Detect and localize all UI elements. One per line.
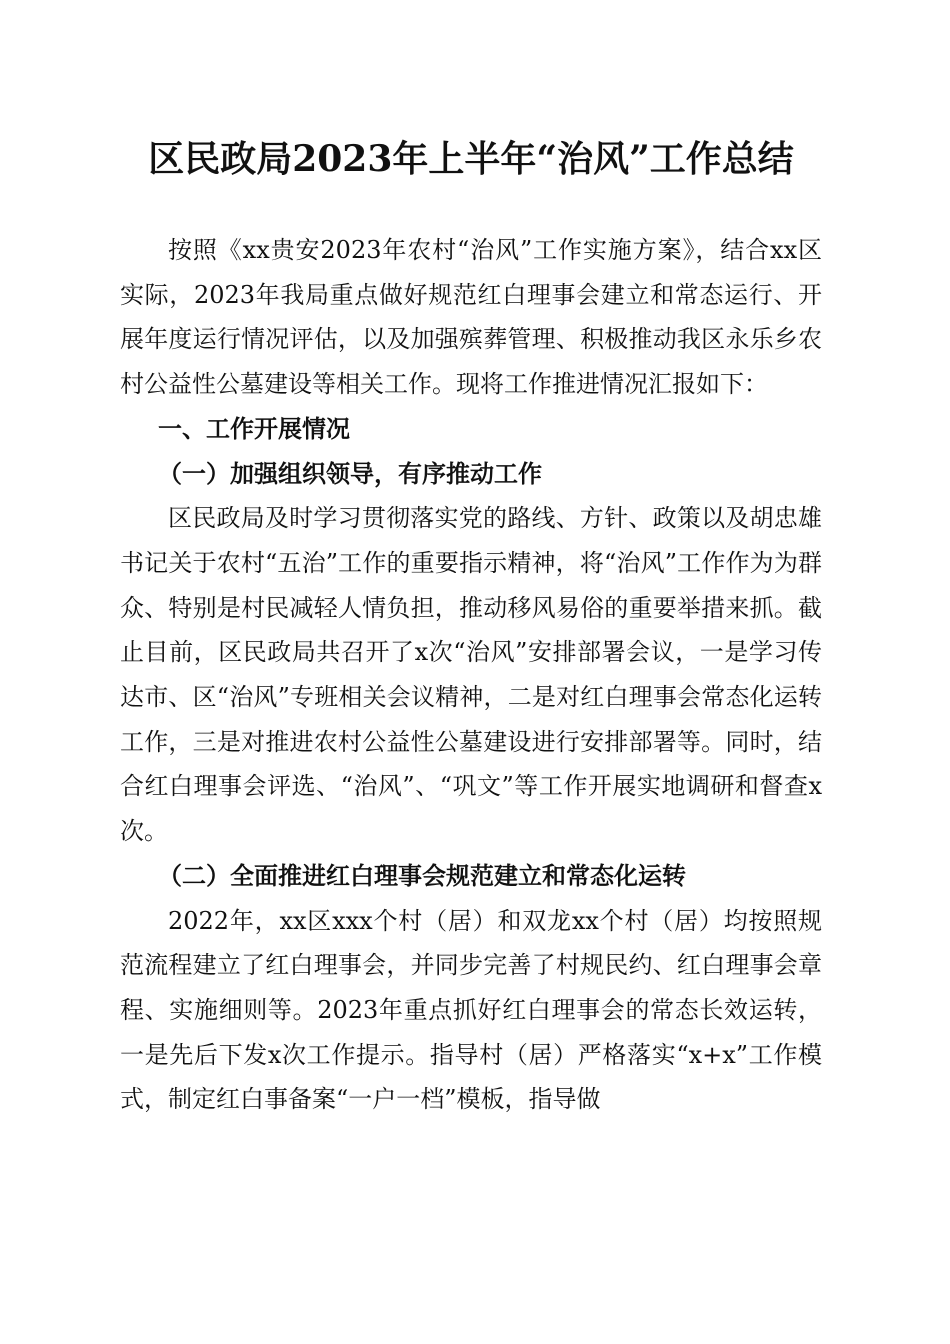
document-body xyxy=(120,228,822,1122)
section-heading-work-progress: 一、工作开展情况 xyxy=(158,414,350,443)
subsection-heading-organization: （一）加强组织领导，有序推动工作 xyxy=(158,458,542,488)
subsection-paragraph-council: 2022年，xx区xxx个村（居）和双龙xx个村（居）均按照规范流程建立了红白理事会，并同步完善了村规民约、红白理事会章程、实施细则等。2023年重点抓好红白理事会的常态长效运转，一是先后下发x次工作提示。指导村（居）严格落实“x+x”工作模式，制定红白事备案“一户一档”模板，指导做 xyxy=(120,906,822,1114)
document-title: 区民政局2023年上半年“治风”工作总结 xyxy=(148,138,794,180)
subsection-paragraph-organization: 区民政局及时学习贯彻落实党的路线、方针、政策以及胡忠雄书记关于农村“五治”工作的重要指示精神，将“治风”工作作为为群众、特别是村民减轻人情负担，推动移风易俗的重要举措来抓。截止目前，区民政局共召开了x次“治风”安排部署会议，一是学习传达市、区“治风”专班相关会议精神，二是对红白理事会常态化运转工作，三是对推进农村公益性公墓建设进行安排部署等。同时，结合红白理事会评选、“治风”、“巩文”等工作开展实地调研和督查x次。 xyxy=(120,504,822,846)
subsection-heading-council: （二）全面推进红白理事会规范建立和常态化运转 xyxy=(158,860,686,890)
intro-paragraph: 按照《xx贵安2023年农村“治风”工作实施方案》，结合xx区实际，2023年我局重点做好规范红白理事会建立和常态运行、开展年度运行情况评估，以及加强殡葬管理、积极推动我区永乐乡农村公益性公墓建设等相关工作。现将工作推进情况汇报如下： xyxy=(120,236,822,399)
